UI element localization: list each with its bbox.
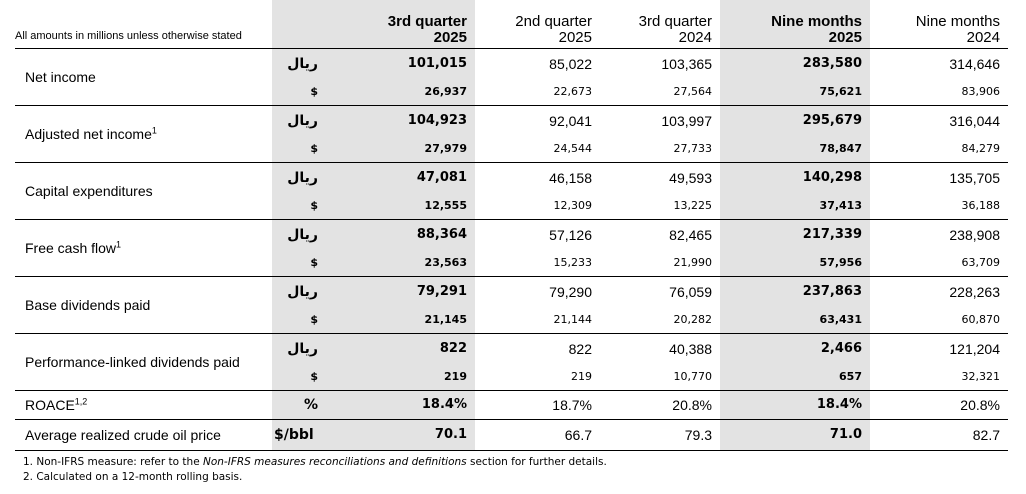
table-row [15, 163, 1008, 193]
value-cell: 92,041 [549, 112, 592, 129]
value-cell: 85,022 [549, 55, 592, 72]
value-cell: 37,413 [720, 192, 870, 220]
value-cell: 657 [720, 363, 870, 391]
value-cell: 46,158 [549, 169, 592, 186]
sar-unit: ريال [272, 106, 330, 136]
value-cell: 2,466 [720, 334, 870, 364]
bbl-unit: $/bbl [272, 420, 330, 451]
value-cell: 13,225 [600, 192, 720, 220]
col-header: 3rd quarter 2024 [600, 0, 720, 49]
value-cell: 78,847 [720, 135, 870, 163]
value-cell: 66.7 [475, 420, 600, 451]
pct-unit: % [272, 391, 330, 420]
value-cell: 20.8% [600, 391, 720, 420]
value-cell: 140,298 [720, 163, 870, 193]
col-header: Nine months 2024 [870, 0, 1008, 49]
value-cell: 79,291 [330, 277, 475, 307]
amounts-note: All amounts in millions unless otherwise stated [15, 0, 272, 49]
row-label: Net income [15, 49, 272, 106]
table-row [15, 277, 1008, 307]
table-row [15, 220, 1008, 250]
financial-summary-table [15, 0, 1008, 451]
value-cell: 79,290 [549, 283, 592, 300]
row-label: Capital expenditures [15, 163, 272, 220]
value-cell: 12,309 [475, 192, 600, 220]
value-cell: 63,709 [870, 249, 1008, 277]
value-cell: 83,906 [870, 78, 1008, 106]
value-cell: 26,937 [330, 78, 475, 106]
value-cell: 47,081 [330, 163, 475, 193]
value-cell: 82.7 [870, 420, 1008, 451]
value-cell: 121,204 [949, 340, 1000, 357]
usd-unit: $ [272, 78, 330, 106]
value-cell: 63,431 [720, 306, 870, 334]
table-row [15, 49, 1008, 79]
sar-unit: ريال [272, 49, 330, 79]
value-cell: 36,188 [870, 192, 1008, 220]
value-cell: 316,044 [949, 112, 1000, 129]
value-cell: 23,563 [330, 249, 475, 277]
value-cell: 20.8% [870, 391, 1008, 420]
value-cell: 238,908 [949, 226, 1000, 243]
row-label: Base dividends paid [15, 277, 272, 334]
value-cell: 217,339 [720, 220, 870, 250]
value-cell: 21,144 [475, 306, 600, 334]
value-cell: 32,321 [870, 363, 1008, 391]
sar-unit: ريال [272, 277, 330, 307]
value-cell: 135,705 [949, 169, 1000, 186]
value-cell: 20,282 [600, 306, 720, 334]
value-cell: 12,555 [330, 192, 475, 220]
value-cell: 84,279 [870, 135, 1008, 163]
table-row [15, 334, 1008, 364]
value-cell: 27,564 [600, 78, 720, 106]
value-cell: 822 [330, 334, 475, 364]
value-cell: 104,923 [330, 106, 475, 136]
value-cell: 219 [330, 363, 475, 391]
value-cell: 79.3 [600, 420, 720, 451]
value-cell: 101,015 [330, 49, 475, 79]
value-cell: 18.4% [720, 391, 870, 420]
value-cell: 822 [568, 340, 592, 357]
usd-unit: $ [272, 192, 330, 220]
value-cell: 57,956 [720, 249, 870, 277]
value-cell: 314,646 [949, 55, 1000, 72]
sar-unit: ريال [272, 220, 330, 250]
value-cell: 295,679 [720, 106, 870, 136]
row-label: Average realized crude oil price [15, 420, 272, 451]
usd-unit: $ [272, 249, 330, 277]
table-row [15, 106, 1008, 136]
value-cell: 15,233 [475, 249, 600, 277]
value-cell: 82,465 [669, 226, 712, 243]
value-cell: 237,863 [720, 277, 870, 307]
value-cell: 228,263 [949, 283, 1000, 300]
usd-unit: $ [272, 135, 330, 163]
value-cell: 24,544 [475, 135, 600, 163]
value-cell: 18.4% [330, 391, 475, 420]
row-label: Performance-linked dividends paid [15, 334, 272, 391]
value-cell: 10,770 [600, 363, 720, 391]
row-label: Adjusted net income$^1$ [15, 106, 272, 163]
value-cell: 75,621 [720, 78, 870, 106]
footnotes [15, 455, 1008, 485]
value-cell: 71.0 [720, 420, 870, 451]
value-cell: 21,990 [600, 249, 720, 277]
value-cell: 27,979 [330, 135, 475, 163]
value-cell: 76,059 [669, 283, 712, 300]
value-cell: 103,365 [661, 55, 712, 72]
value-cell: 219 [475, 363, 600, 391]
value-cell: 21,145 [330, 306, 475, 334]
row-label: ROACE$^{1,2}$ [15, 391, 272, 420]
value-cell: 49,593 [669, 169, 712, 186]
header-row [15, 0, 1008, 49]
value-cell: 70.1 [330, 420, 475, 451]
value-cell: 103,997 [661, 112, 712, 129]
value-cell: 27,733 [600, 135, 720, 163]
sar-unit: ريال [272, 163, 330, 193]
usd-unit: $ [272, 363, 330, 391]
footnote-2: 2. Calculated on a 12-month rolling basis. [23, 471, 243, 483]
row-label: Free cash flow$^1$ [15, 220, 272, 277]
usd-unit: $ [272, 306, 330, 334]
value-cell: 18.7% [475, 391, 600, 420]
value-cell: 60,870 [870, 306, 1008, 334]
col-header: 3rd quarter 2025 [330, 0, 475, 49]
value-cell: 88,364 [330, 220, 475, 250]
col-header: Nine months 2025 [720, 0, 870, 49]
value-cell: 40,388 [669, 340, 712, 357]
table-row [15, 420, 1008, 451]
sar-unit: ريال [272, 334, 330, 364]
value-cell: 283,580 [720, 49, 870, 79]
table-row [15, 391, 1008, 420]
col-header: 2nd quarter 2025 [475, 0, 600, 49]
value-cell: 57,126 [549, 226, 592, 243]
report-wrapper [15, 0, 1008, 485]
footnote-1: 1. Non-IFRS measure: refer to the Non-IFRS measures reconciliations and definitions section for further details. [23, 456, 607, 468]
value-cell: 22,673 [475, 78, 600, 106]
